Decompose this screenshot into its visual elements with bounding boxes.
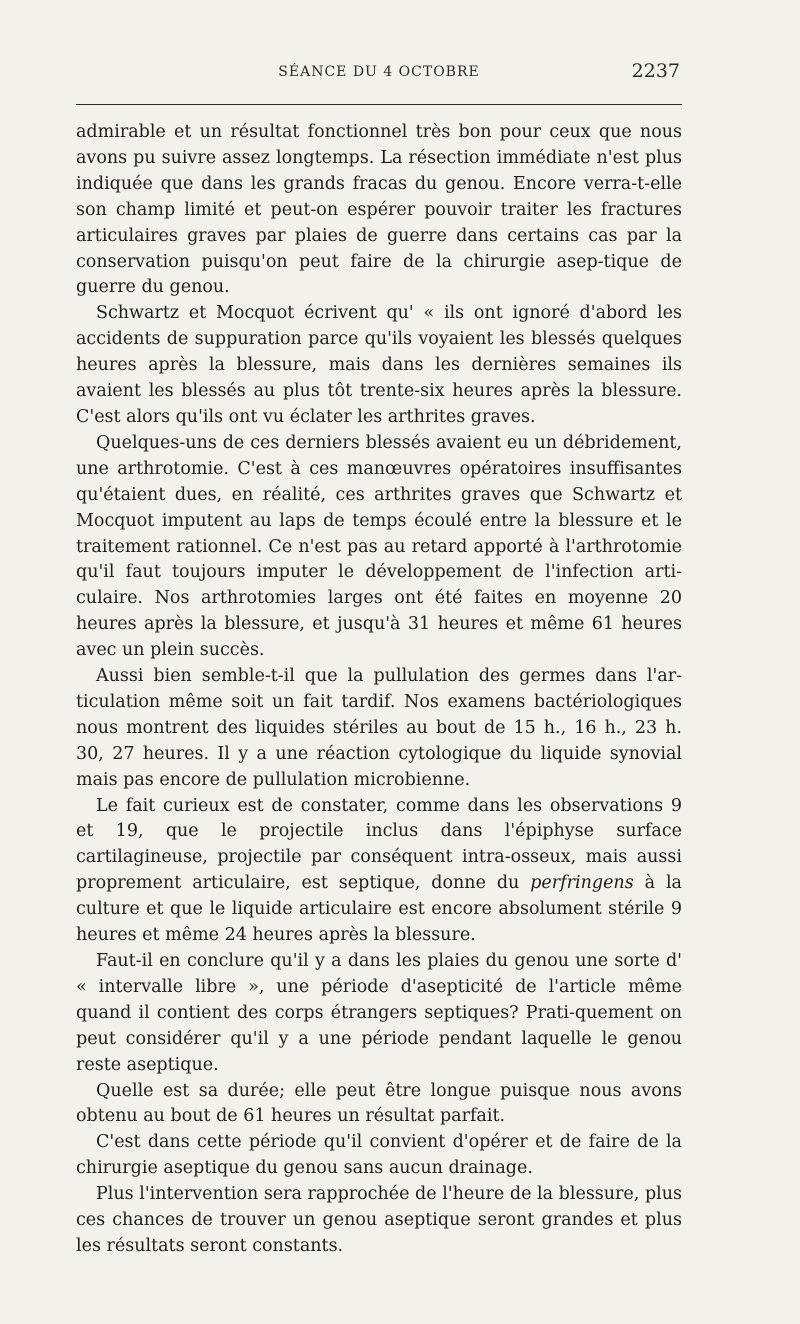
paragraph-8: C'est dans cette période qu'il convient d'opérer et de faire de la chirurgie aseptique du genou sans aucun drainage. (76, 1132, 682, 1179)
paragraph-6: Faut-il en conclure qu'il y a dans les plaies du genou une sorte d' « intervalle libre », une période d'asepticité de l'article même quand il contient des corps étrangers septiques? Prati-quement on peut considérer qu'il y a une période pendant laquelle le genou reste aseptique. (76, 951, 682, 1075)
paragraph-5-end: à la culture et que le liquide articulaire est encore absolument stérile 9 heures et même 24 heures après la blessure. (76, 873, 682, 946)
page-number: 2237 (631, 60, 680, 82)
paragraph-5-start: Le fait curieux est de constater, comme dans les observations 9 et 19, que le projectile inclus dans l'épiphyse surface cartilagineuse, projectile par conséquent intra-osseux, mais aussi proprement articulaire, est septique, donne du (76, 795, 682, 894)
body-text (76, 120, 682, 1260)
paragraph-7: Quelle est sa durée; elle peut être longue puisque nous avons obtenu au bout de 61 heures un résultat parfait. (76, 1080, 682, 1127)
italic-term: perfringens (530, 873, 634, 894)
paragraph-3: Quelques-uns de ces derniers blessés avaient eu un débridement, une arthrotomie. C'est à ces manœuvres opératoires insuffisantes qu'étaient dues, en réalité, ces arthrites graves que Schwartz et Mocquot imputent au laps de temps écoulé entre la blessure et le traitement rationnel. Ce n'est pas au retard apporté à l'arthrotomie qu'il faut toujours imputer le développement de l'infection arti-culaire. Nos arthrotomies larges ont été faites en moyenne 20 heures après la blessure, et jusqu'à 31 heures et même 61 heures avec un plein succès. (76, 432, 682, 661)
running-title: SÉANCE DU 4 OCTOBRE (278, 64, 480, 80)
paragraph-4: Aussi bien semble-t-il que la pullulation des germes dans l'ar-ticulation même soit un fait tardif. Nos examens bactériologiques nous montrent des liquides stériles au bout de 15 h., 16 h., 23 h. 30, 27 heures. Il y a une réaction cytologique du liquide synovial mais pas encore de pullulation microbienne. (76, 666, 682, 790)
paragraph-1: admirable et un résultat fonctionnel très bon pour ceux que nous avons pu suivre assez longtemps. La résection immédiate n'est plus indiquée que dans les grands fracas du genou. Encore verra-t-elle son champ limité et peut-on espérer pouvoir traiter les fractures articulaires graves par plaies de guerre dans certains cas par la conservation puisqu'on peut faire de la chirurgie asep-tique de guerre du genou. (76, 122, 682, 298)
paragraph-9: Plus l'intervention sera rapprochée de l'heure de la blessure, plus ces chances de trouver un genou aseptique seront grandes et plus les résultats seront constants. (76, 1184, 682, 1256)
header-rule (76, 104, 682, 105)
paragraph-5 (76, 794, 682, 949)
running-head (76, 60, 682, 90)
paragraph-2: Schwartz et Mocquot écrivent qu' « ils ont ignoré d'abord les accidents de suppuration parce qu'ils voyaient les blessés quelques heures après la blessure, mais dans les dernières semaines ils avaient les blessés au plus tôt trente-six heures après la blessure. C'est alors qu'ils ont vu éclater les arthrites graves. (76, 303, 682, 427)
